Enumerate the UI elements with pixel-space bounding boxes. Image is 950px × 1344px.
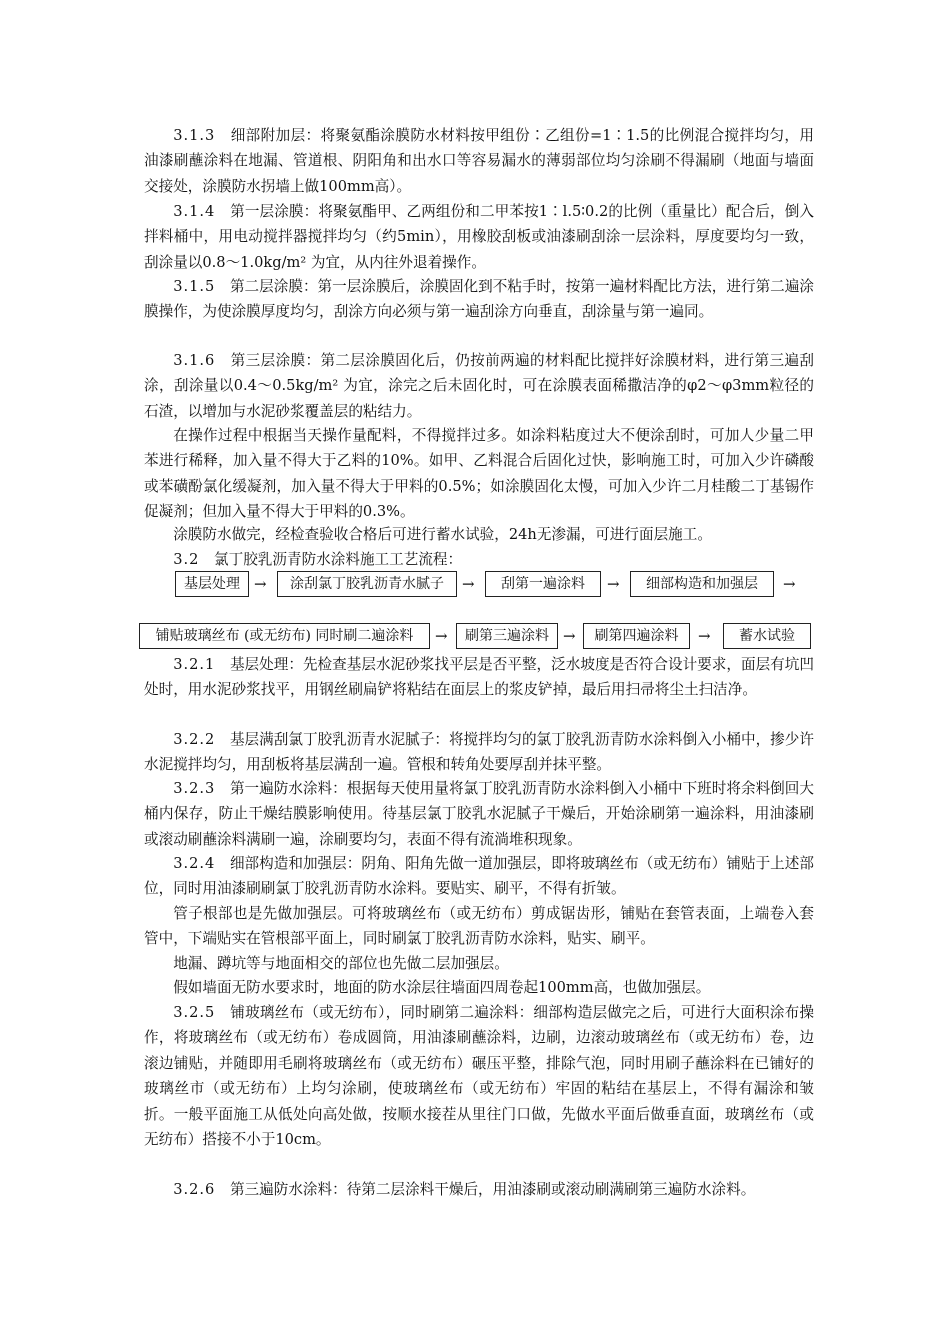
- paragraph-acceptance: [144, 522, 814, 547]
- paragraph-text: 第三层涂膜：第二层涂膜固化后，仍按前两遍的材料配比搅拌好涂膜材料，进行第三遍刮涂，刮涂量以0.4～0.5kg/m² 为宜，涂完之后未固化时，可在涂膜表面稀撒洁净的φ2～φ3mm粒径的石渣，以增加与水泥砂浆覆盖层的粘结力。: [144, 352, 814, 420]
- section-number: 3.1.5: [173, 278, 216, 295]
- section-number: 3.1.3: [173, 127, 216, 144]
- flow-step-putty: 涂刮氯丁胶乳沥青水腻子: [277, 571, 457, 597]
- flow-arrow-icon: →: [563, 627, 576, 645]
- paragraph-3-2-3: [144, 776, 814, 852]
- process-flow-row-2: [0, 623, 950, 653]
- paragraph-operation-notes: [144, 423, 814, 525]
- paragraph-text: 涂膜防水做完，经检查验收合格后可进行蓄水试验，24h无渗漏，可进行面层施工。: [173, 526, 712, 543]
- flow-step-third-coat: 刷第三遍涂料: [456, 623, 558, 649]
- paragraph-text: 第三遍防水涂料：待第二层涂料干燥后，用油漆刷或滚动刷满刷第三遍防水涂料。: [229, 1181, 756, 1198]
- flow-step-base-treatment: 基层处理: [175, 571, 249, 597]
- section-number: 3.1.6: [173, 352, 216, 369]
- section-number: 3.2.6: [173, 1181, 216, 1198]
- flow-arrow-icon: →: [254, 575, 267, 593]
- flow-arrow-icon: →: [698, 627, 711, 645]
- flow-arrow-icon: →: [607, 575, 620, 593]
- paragraph-text: 基层处理：先检查基层水泥砂浆找平层是否平整，泛水坡度是否符合设计要求，面层有坑凹处时，用水泥砂浆找平，用钢丝刷扁铲将粘结在面层上的浆皮铲掉，最后用扫帚将尘土扫洁净。: [144, 656, 814, 699]
- section-number: 3.2.4: [173, 855, 216, 872]
- paragraph-text: 第一层涂膜：将聚氨酯甲、乙两组份和二甲苯按1∶l.5∶0.2的比例（重量比）配合后，倒入拌料桶中，用电动搅拌器搅拌均匀（约5min），用橡胶刮板或油漆刷刮涂一层涂料，厚度要均匀一致，刮涂量以0.8～1.0kg/m² 为宜，从内往外退着操作。: [144, 203, 814, 271]
- paragraph-pipe-root: [144, 901, 814, 952]
- process-flow-row-1: [0, 571, 950, 601]
- flow-step-glass-fiber: 铺贴玻璃丝布 (或无纺布) 同时刷二遍涂料: [139, 623, 430, 649]
- flow-step-detail-reinforcement: 细部构造和加强层: [630, 571, 774, 597]
- section-number: 3.1.4: [173, 203, 216, 220]
- paragraph-3-1-4: [144, 199, 814, 275]
- paragraph-3-2-1: [144, 652, 814, 703]
- paragraph-3-2-6: [144, 1177, 814, 1202]
- flow-step-fourth-coat: 刷第四遍涂料: [583, 623, 690, 649]
- flow-arrow-icon: →: [783, 575, 796, 593]
- paragraph-wall-no-waterproof: [144, 975, 814, 1000]
- section-heading-3-2: [144, 547, 814, 572]
- paragraph-text: 氯丁胶乳沥青防水涂料施工工艺流程：: [214, 551, 463, 568]
- paragraph-3-2-2: [144, 727, 814, 778]
- paragraph-text: 细部附加层：将聚氨酯涂膜防水材料按甲组份∶乙组份=1∶1.5的比例混合搅拌均匀，用油漆刷蘸涂料在地漏、管道根、阴阳角和出水口等容易漏水的薄弱部位均匀涂刷不得漏刷（地面与墙面交接处，涂膜防水拐墙上做100mm高）。: [144, 127, 814, 195]
- paragraph-3-1-5: [144, 274, 814, 325]
- section-number: 3.2: [173, 551, 200, 568]
- paragraph-text: 细部构造和加强层：阴角、阳角先做一道加强层，即将玻璃丝布（或无纺布）铺贴于上述部位，同时用油漆刷刷氯丁胶乳沥青防水涂料。要贴实、刷平，不得有折皱。: [144, 855, 814, 898]
- section-number: 3.2.5: [173, 1004, 216, 1021]
- section-number: 3.2.2: [173, 731, 216, 748]
- paragraph-floor-drain: [144, 951, 814, 976]
- paragraph-text: 铺玻璃丝布（或无纺布），同时刷第二遍涂料：细部构造层做完之后，可进行大面积涂布操作，将玻璃丝布（或无纺布）卷成圆筒，用油漆刷蘸涂料，边刷，边滚动玻璃丝布（或无纺布）卷，边滚边铺贴，并随即用毛刷将玻璃丝布（或无纺布）碾压平整，排除气泡，同时用刷子蘸涂料在已铺好的玻璃丝市（或无纺布）上均匀涂刷，使玻璃丝布（或无纺布）牢固的粘结在基层上，不得有漏涂和皱折。一般平面施工从低处向高处做，按顺水接茬从里往门口做，先做水平面后做垂直面，玻璃丝布（或无纺布）搭接不小于10cm。: [144, 1004, 814, 1149]
- flow-step-first-coat: 刮第一遍涂料: [485, 571, 601, 597]
- paragraph-text: 在操作过程中根据当天操作量配料，不得搅拌过多。如涂料粘度过大不便涂刮时，可加人少量二甲苯进行稀释，加入量不得大于乙料的10%。如甲、乙料混合后固化过快，影响施工时，可加入少许磷酸或苯磺酚氯化缓凝剂，加入量不得大于甲料的0.5%；如涂膜固化太慢，可加入少许二月桂酸二丁基锡作促凝剂；但加入量不得大于甲料的0.3%。: [144, 427, 814, 521]
- paragraph-3-1-3: [144, 123, 814, 199]
- paragraph-3-1-6: [144, 348, 814, 424]
- flow-arrow-icon: →: [435, 627, 448, 645]
- section-number: 3.2.3: [173, 780, 216, 797]
- section-number: 3.2.1: [173, 656, 216, 673]
- paragraph-text: 假如墙面无防水要求时，地面的防水涂层往墙面四周卷起100mm高，也做加强层。: [173, 979, 711, 996]
- paragraph-text: 地漏、蹲坑等与地面相交的部位也先做二层加强层。: [173, 955, 509, 972]
- flow-arrow-icon: →: [462, 575, 475, 593]
- paragraph-3-2-5: [144, 1000, 814, 1152]
- flow-step-water-test: 蓄水试验: [723, 623, 811, 649]
- paragraph-text: 基层满刮氯丁胶乳沥青水泥腻子：将搅拌均匀的氯丁胶乳沥青防水涂料倒入小桶中，掺少许水泥搅拌均匀，用刮板将基层满刮一遍。管根和转角处要厚刮并抹平整。: [144, 731, 814, 774]
- paragraph-text: 第二层涂膜：第一层涂膜后，涂膜固化到不粘手时，按第一遍材料配比方法，进行第二遍涂膜操作，为使涂膜厚度均匀，刮涂方向必须与第一遍刮涂方向垂直，刮涂量与第一遍同。: [144, 278, 814, 321]
- paragraph-text: 第一遍防水涂料：根据每天使用量将氯丁胶乳沥青防水涂料倒入小桶中下班时将余料倒回大桶内保存，防止干燥结膜影响使用。待基层氯丁胶乳水泥腻子干燥后，开始涂刷第一遍涂料，用油漆刷或滚动刷蘸涂料满刷一遍，涂刷要均匀，表面不得有流淌堆积现象。: [144, 780, 814, 848]
- paragraph-text: 管子根部也是先做加强层。可将玻璃丝布（或无纺布）剪成锯齿形，铺贴在套管表面，上端卷入套管中，下端贴实在管根部平面上，同时刷氯丁胶乳沥青防水涂料，贴实、刷平。: [144, 905, 814, 948]
- paragraph-3-2-4: [144, 851, 814, 902]
